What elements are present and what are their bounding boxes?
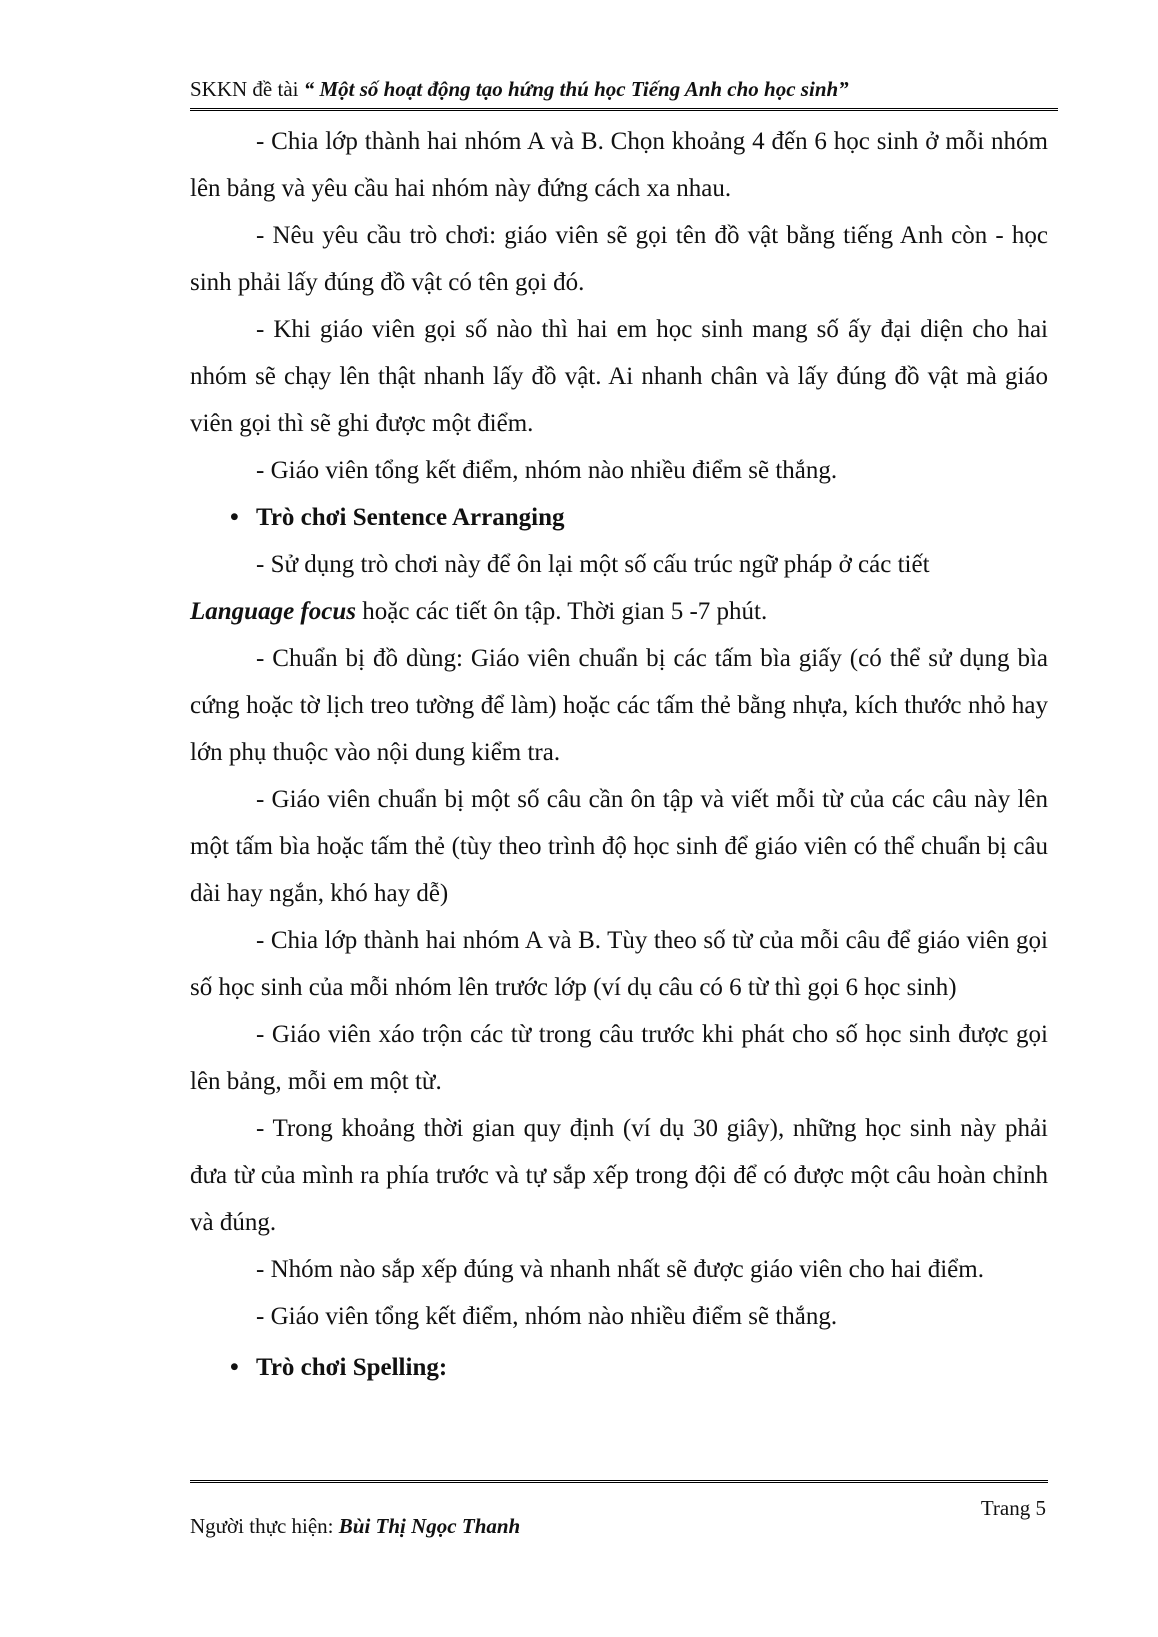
page-header	[190, 74, 1058, 111]
paragraph-11: - Trong khoảng thời gian quy định (ví dụ 30 giây), những học sinh này phải đưa từ của mình ra phía trước và tự sắp xếp trong đội để có được một câu hoàn chỉnh và đúng.	[190, 1115, 1048, 1236]
footer-divider	[190, 1480, 1048, 1483]
header-prefix: SKKN đề tài	[190, 77, 304, 101]
paragraph-12: - Nhóm nào sắp xếp đúng và nhanh nhất sẽ được giáo viên cho hai điểm.	[256, 1256, 984, 1283]
paragraph-4: - Giáo viên tổng kết điểm, nhóm nào nhiều điểm sẽ thắng.	[256, 457, 838, 484]
paragraph-1: - Chia lớp thành hai nhóm A và B. Chọn khoảng 4 đến 6 học sinh ở mỗi nhóm lên bảng và yêu cầu hai nhóm này đứng cách xa nhau.	[190, 128, 1048, 202]
bullet-heading-text: Trò chơi Spelling:	[256, 1354, 448, 1381]
bullet-dot-icon: •	[230, 504, 239, 531]
footer-author	[190, 1512, 520, 1540]
paragraph-9: - Chia lớp thành hai nhóm A và B. Tùy theo số từ của mỗi câu để giáo viên gọi số học sinh của mỗi nhóm lên trước lớp (ví dụ câu có 6 từ thì gọi 6 học sinh)	[190, 927, 1048, 1001]
paragraph-7: - Chuẩn bị đồ dùng: Giáo viên chuẩn bị các tấm bìa giấy (có thể sử dụng bìa cứng hoặc tờ lịch treo tường để làm) hoặc các tấm thẻ bằng nhựa, kích thước nhỏ hay lớn phụ thuộc vào nội dung kiểm tra.	[190, 645, 1048, 766]
paragraph-3: - Khi giáo viên gọi số nào thì hai em học sinh mang số ấy đại diện cho hai nhóm sẽ chạy lên thật nhanh lấy đồ vật. Ai nhanh chân và lấy đúng đồ vật mà giáo viên gọi thì sẽ ghi được một điểm.	[190, 316, 1048, 437]
paragraph-6	[190, 588, 1048, 635]
bullet-dot-icon: •	[230, 1354, 239, 1381]
paragraph-2: - Nêu yêu cầu trò chơi: giáo viên sẽ gọi tên đồ vật bằng tiếng Anh còn - học sinh phải lấy đúng đồ vật có tên gọi đó.	[190, 222, 1048, 296]
header-title: “ Một số hoạt động tạo hứng thú học Tiếng Anh cho học sinh”	[303, 77, 849, 101]
paragraph-5: - Sử dụng trò chơi này để ôn lại một số cấu trúc ngữ pháp ở các tiết	[256, 551, 930, 578]
paragraph-10: - Giáo viên xáo trộn các từ trong câu trước khi phát cho số học sinh được gọi lên bảng, mỗi em một từ.	[190, 1021, 1048, 1095]
author-label: Người thực hiện:	[190, 1514, 339, 1538]
page-number: Trang 5	[980, 1496, 1046, 1520]
author-name: Bùi Thị Ngọc Thanh	[338, 1514, 521, 1538]
paragraph-8: - Giáo viên chuẩn bị một số câu cần ôn tập và viết mỗi từ của các câu này lên một tấm bìa hoặc tấm thẻ (tùy theo trình độ học sinh để giáo viên có thể chuẩn bị câu dài hay ngắn, khó hay dễ)	[190, 786, 1048, 907]
bullet-heading-text: Trò chơi Sentence Arranging	[256, 504, 565, 531]
paragraph-6-rest: hoặc các tiết ôn tập. Thời gian 5 -7 phút.	[355, 598, 768, 625]
bullet-heading-sentence-arranging	[190, 494, 1048, 541]
paragraph-13: - Giáo viên tổng kết điểm, nhóm nào nhiều điểm sẽ thắng.	[256, 1303, 838, 1330]
language-focus-term: Language focus	[190, 598, 356, 625]
document-body	[190, 118, 1048, 1391]
bullet-heading-spelling	[190, 1344, 1048, 1391]
